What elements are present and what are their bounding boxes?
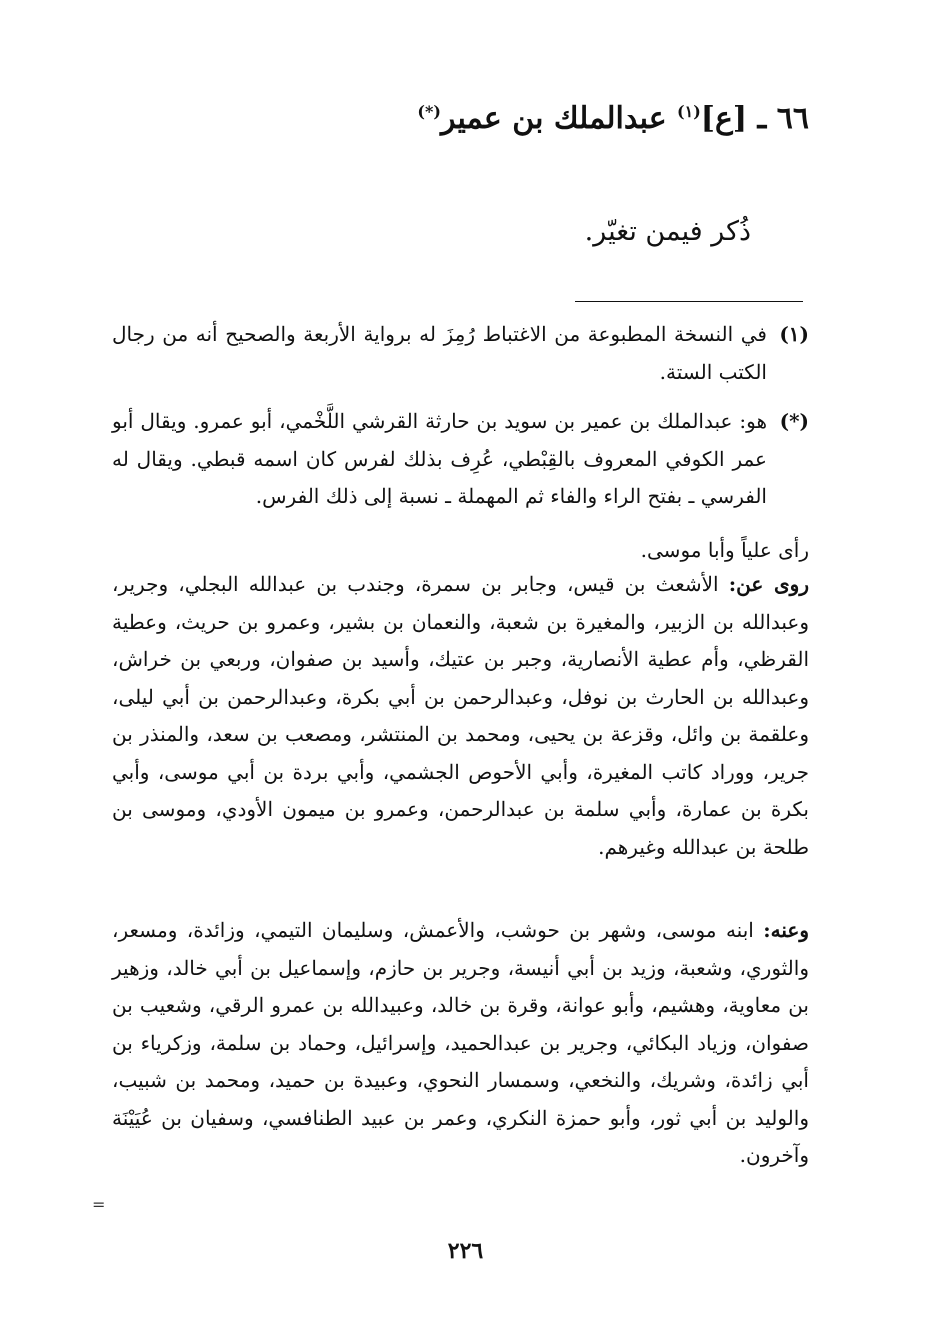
footnote-divider (575, 301, 803, 302)
footnote-text-star: هو: عبدالملك بن عمير بن سويد بن حارثة القرشي اللَّخْمي، أبو عمرو. ويقال أبو عمر الكوفي المعروف بالقِبْطي، عُرِف بذلك لفرس كان اسمه قبطي. ويقال له الفرسي ـ بفتح الراء والفاء ثم المهملة ـ نسبة إلى ذلك الفرس. (112, 409, 767, 508)
footnote-marker-star: (*) (779, 409, 809, 433)
footnote-ref-1: (١) (677, 102, 701, 121)
narrators-paragraph (112, 912, 809, 1175)
narrated-from-list: الأشعث بن قيس، وجابر بن سمرة، وجندب بن عبدالله البجلي، وجرير، وعبدالله بن الزبير، والمغيرة بن شعبة، والنعمان بن بشير، وعمرو بن حريث، وعطية القرظي، وأم عطية الأنصارية، وجبر بن عتيك، وأسيد بن صفوان، وربعي بن خراش، وعبدالله بن الحارث بن نوفل، وعبدالرحمن بن أبي بكرة، وعبدالرحمن بن أبي ليلى، وعلقمة بن وائل، وقزعة بن يحيى، ومحمد بن المنتشر، ومصعب بن سعد، والمنذر بن جرير، ووراد كاتب المغيرة، وأبي الأحوص الجشمي، وأبي بردة بن أبي موسى، وأبي بكرة بن عمارة، وأبي سلمة بن عبدالرحمن، وعمرو بن ميمون الأودي، وموسى بن طلحة بن عبدالله وغيرهم. (112, 572, 809, 859)
footnote-marker-1: (١) (779, 322, 809, 346)
entry-note: ذُكر فيمن تغيّر. (584, 216, 751, 247)
narrated-from-paragraph (112, 566, 809, 866)
footnote-text-1: في النسخة المطبوعة من الاغتباط رُمِزَ له برواية الأربعة والصحيح أنه من رجال الكتب الستة. (112, 322, 767, 384)
narrators-label: وعنه: (763, 918, 809, 942)
narrated-from-label: روى عن: (728, 572, 809, 596)
margin-mark: = (92, 1195, 106, 1214)
entry-name: عبدالملك بن عمير (440, 101, 678, 136)
footnote-ref-star: (*) (417, 102, 441, 121)
saw-line: رأى علياً وأبا موسى. (640, 538, 809, 562)
page-number: ٢٢٦ (447, 1238, 484, 1264)
entry-heading (309, 92, 809, 139)
narrators-list: ابنه موسى، وشهر بن حوشب، والأعمش، وسليمان التيمي، وزائدة، ومسعر، والثوري، وشعبة، وزيد بن أبي أنيسة، وجرير بن حازم، وإسماعيل بن أبي خالد، وزهير بن معاوية، وهشيم، وأبو عوانة، وقرة بن خالد، وعبيدالله بن عمرو الرقي، وشعيب بن صفوان، وزياد البكائي، وجرير بن عبدالحميد، وإسرائيل، وحماد بن سلمة، وزكرياء بن أبي زائدة، وشريك، والنخعي، وسمسار النحوي، وعبيدة بن حميد، ومحمد بن شبيب، والوليد بن أبي ثور، وأبو حمزة النكري، وعمر بن عبيد الطنافسي، وسفيان بن عُيَيْنَة وآخرون. (112, 918, 809, 1167)
entry-number: ٦٦ ـ [ع] (700, 101, 809, 136)
